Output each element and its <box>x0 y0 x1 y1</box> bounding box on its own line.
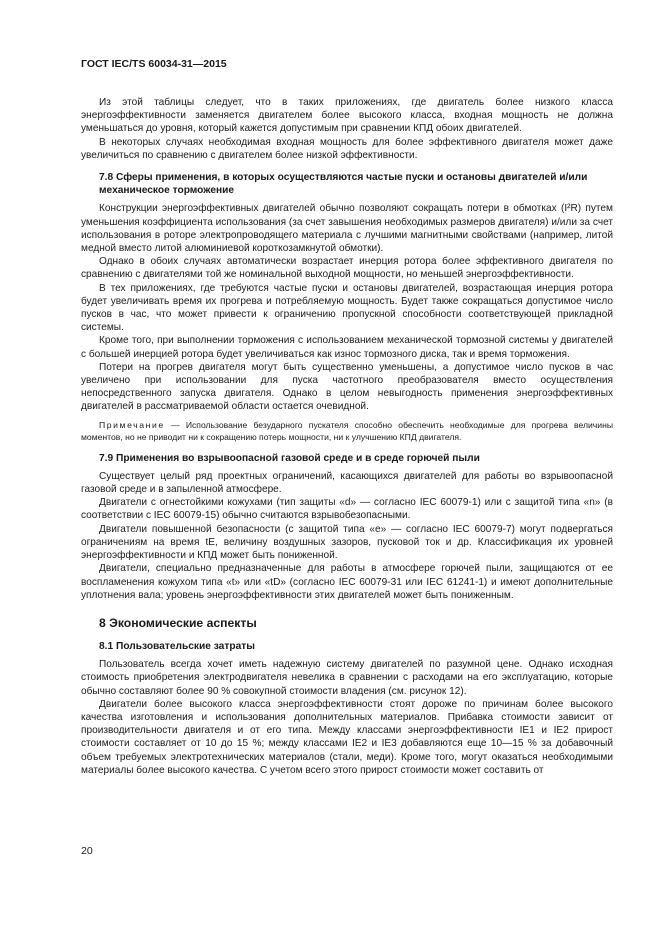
paragraph: Существует целый ряд проектных ограничений, касающихся двигателей для работы во взрывоопасной газовой среде и в запыленной атмосфере. <box>81 470 613 496</box>
paragraph: Двигатели более высокого класса энергоэффективности стоят дороже по причинам более высокого качества изготовления и использования дополнительных материалов. Прибавка стоимости зависит от производительности двигателя и от его типа. Между классами энергоэффективности IE1 и IE2 прирост стоимости составляет от 10 до 15 %; между классами IE2 и IE3 добавляются еще 10—15 % за добавочный объем требуемых электротехнических материалов (стали, меди). Кроме того, могут оказаться необходимыми материалы более высокого качества. С учетом всего этого прирост стоимости может составить от <box>81 698 613 776</box>
paragraph: Однако в обоих случаях автоматически возрастает инерция ротора более эффективного двигателя по сравнению с двигателями той же номинальной выходной мощности, но меньшей энергоэффективности. <box>81 256 613 281</box>
section-7-8-title: 7.8 Сферы применения, в которых осуществляются частые пуски и остановы двигателей и/или механическое торможение <box>99 172 588 197</box>
paragraph: Двигатели повышенной безопасности (с защитой типа «е» — согласно IEC 60079-7) могут подвергаться ограничениям на время tE, величину воздушных зазоров, пусковой ток и др. Классификация их уровней энергоэффективности и КПД может быть пониженной. <box>81 523 613 562</box>
note-text: — Использование безударного пускателя способно обеспечить необходимые для прогрева величины моментов, но не приводит ни к сокращению потерь мощности, ни к улучшению КПД двигателя. <box>81 419 613 442</box>
paragraph: Двигатели с огнестойкими кожухами (тип защиты «d» — согласно IEC 60079-1) или с защитой типа «n» (в соответствии с IEC 60079-15) обычно считаются взрывобезопасными. <box>81 497 613 522</box>
section-8-1-title: 8.1 Пользовательские затраты <box>99 640 255 652</box>
page-number: 20 <box>81 845 93 857</box>
paragraph: Двигатели, специально предназначенные для работы в атмосфере горючей пыли, защищаются от ее воспламенения кожухом типа «t» или «tD» (согласно IEC 60079-31 или IEC 61241-1) и имеют дополнительные уплотнения вала; уровень энергоэффективности этих двигателей может быть пониженным. <box>81 563 613 601</box>
paragraph: Конструкции энергоэффективных двигателей обычно позволяют сокращать потери в обмотках (I²R) путем уменьшения коэффициента использования (за счет завышения необходимых размеров двигателя) и/или за счет использования в роторе электропроводящего материала с лучшими магнитными свойствами (например, литой медной вместо литой алюминиевой короткозамкнутой обмотки). <box>81 203 613 255</box>
section-8-title: 8 Экономические аспекты <box>99 615 257 630</box>
page-body <box>81 96 613 777</box>
section-7-9-title: 7.9 Применения во взрывоопасной газовой среде и в среде горючей пыли <box>99 452 480 464</box>
note <box>81 419 613 443</box>
paragraph: Потери на прогрев двигателя могут быть существенно уменьшены, а допустимое число пусков в час увеличено при использовании для пуска частотного преобразователя вместо осуществления непосредственного запуска двигателя. Однако в целом невыгодность применения энергоэффективных двигателей в рассматриваемой области остается очевидной. <box>81 361 613 413</box>
paragraph: Из этой таблицы следует, что в таких приложениях, где двигатель более низкого класса энергоэффективности заменяется двигателем более высокого класса, входная мощность не должна уменьшаться до уровня, который кажется допустимым при сравнении КПД обоих двигателей. <box>81 97 613 135</box>
paragraph: В тех приложениях, где требуются частые пуски и остановы двигателей, возрастающая инерция ротора будет увеличивать время их прогрева и потребляемую мощность. Будет также сокращаться допустимое число пусков в час, что может привести к ограничению пропускной способности соответствующей прикладной системы. <box>81 282 613 334</box>
paragraph: Кроме того, при выполнении торможения с использованием механической тормозной системы у двигателей с большей инерцией ротора будет увеличиваться как износ тормозного диска, так и время торможения. <box>81 335 613 360</box>
paragraph: Пользователь всегда хочет иметь надежную систему двигателей по разумной цене. Однако исходная стоимость приобретения электродвигателя невелика в сравнении с расходами на его эксплуатацию, которые обычно составляют более 90 % совокупной стоимости владения (см. рисунок 12). <box>81 659 613 697</box>
note-label: Примечание <box>99 419 165 430</box>
document-header: ГОСТ IEC/TS 60034-31—2015 <box>81 58 227 70</box>
paragraph: В некоторых случаях необходимая входная мощность для более эффективного двигателя может даже увеличиться по сравнению с двигателем более низкой эффективности. <box>81 136 613 161</box>
